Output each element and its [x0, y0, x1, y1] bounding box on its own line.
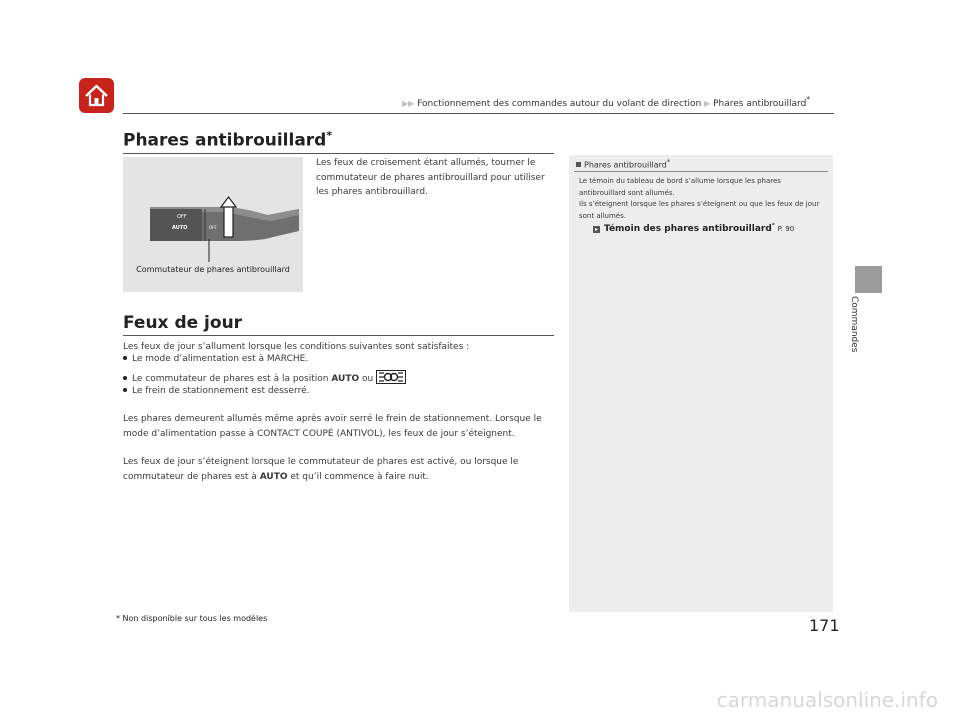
asterisk: *: [666, 158, 671, 166]
breadcrumb-arrow-icon: ▶: [704, 99, 711, 108]
bullet-icon: [123, 376, 127, 380]
switch-label-off: OFF: [177, 214, 187, 220]
side-tab-marker[interactable]: [855, 266, 882, 293]
list-item-text: Le mode d’alimentation est à MARCHE.: [132, 354, 309, 364]
heading-rule: [123, 153, 554, 154]
footnote: * Non disponible sur tous les modèles: [116, 614, 268, 623]
paragraph: [123, 455, 563, 484]
watermark: carmanualsonline.info: [716, 688, 938, 712]
side-tab-text: Commandes: [849, 296, 859, 353]
link-text: Témoin des phares antibrouillard: [604, 224, 772, 234]
list-item-text: Le frein de stationnement est desserré.: [132, 386, 310, 396]
breadcrumb: [402, 95, 810, 109]
asterisk: *: [806, 95, 811, 104]
paragraph: Les feux de jour s’allument lorsque les conditions suivantes sont satisfaites :: [123, 342, 470, 352]
list-item: [123, 354, 308, 364]
list-item-bold: AUTO: [331, 374, 360, 384]
figure-caption: Commutateur de phares antibrouillard: [136, 265, 290, 274]
asterisk: *: [326, 129, 333, 142]
list-item-text: Le commutateur de phares est à la position: [132, 374, 332, 384]
section-title: [123, 129, 332, 151]
breadcrumb-arrow-icon: ▶▶: [402, 99, 415, 108]
list-item: [123, 370, 406, 387]
switch-figure: [123, 157, 303, 292]
link-arrow-icon: ▸: [594, 226, 598, 233]
list-item: [123, 386, 309, 396]
heading-rule: [123, 335, 554, 336]
note-title-text: Phares antibrouillard: [584, 160, 667, 170]
bullet-icon: [123, 356, 127, 360]
section-title-text: Phares antibrouillard: [123, 130, 327, 151]
header-rule: [123, 113, 834, 114]
note-body: [579, 176, 827, 222]
switch-label-auto: AUTO: [172, 225, 188, 231]
list-item-text: ou: [359, 374, 377, 384]
asterisk: *: [771, 222, 775, 229]
paragraph-text: Les feux de jour s’éteignent lorsque le commutateur de phares est activé, ou lorsque le commutateur de phares est à: [123, 457, 519, 482]
paragraph-text: et qu’il commence à faire nuit.: [287, 471, 429, 482]
note-title: [576, 158, 670, 170]
fog-ring-label-off: OFF: [209, 225, 217, 230]
side-note: [569, 155, 833, 612]
bullet-icon: [123, 388, 127, 392]
fog-light-switch-illustration: [123, 157, 303, 262]
position-light-icon: [376, 370, 406, 387]
intro-paragraph: Les feux de croisement étant allumés, tourner le commutateur de phares antibrouillard pour utiliser les phares antibrouillard.: [316, 158, 545, 197]
page-number: 171: [809, 616, 840, 635]
note-line: Le témoin du tableau de bord s’allume lorsque les phares antibrouillard sont allumés.: [579, 177, 781, 197]
breadcrumb-item[interactable]: Fonctionnement des commandes autour du volant de direction: [417, 99, 702, 109]
side-tab-label[interactable]: [849, 296, 870, 376]
note-line: Ils s’éteignent lorsque les phares s’éteignent ou que les feux de jour sont allumés.: [579, 200, 820, 220]
section-title: Feux de jour: [123, 313, 243, 333]
paragraph-bold: AUTO: [259, 471, 288, 482]
note-rule: [574, 171, 828, 172]
link-page: P. 90: [777, 225, 795, 233]
paragraph: Les phares demeurent allumés même après avoir serré le frein de stationnement. Lorsque le mode d’alimentation passe à CONTACT COUPÉ (ANTIVOL), les feux de jour s’éteignent.: [123, 414, 542, 439]
home-icon[interactable]: [79, 78, 114, 113]
cross-reference-link[interactable]: [593, 222, 794, 234]
breadcrumb-item[interactable]: Phares antibrouillard: [713, 99, 807, 109]
note-marker-icon: [576, 162, 581, 167]
